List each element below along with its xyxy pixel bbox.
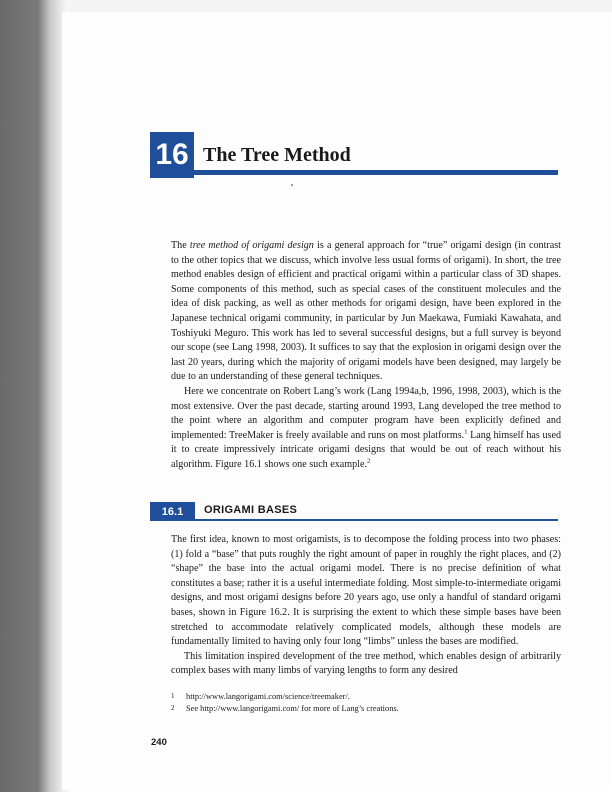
footnote-ref-1[interactable]: 1 xyxy=(464,428,468,436)
section-paragraph-1: The first idea, known to most origamists, is to decompose the folding process into two phases: (1) fold a “base” that puts roughly the right amount of paper in roughly the right places, and (2) “shape” the base into the actual origami model. There is no precise definition of what constitutes a base; rather it is a useful intermediate folding. Most simple-to-intermediate origami designs, and most origami designs before 20 years ago, use only a handful of standard origami bases, shown in Figure 16.2. It is surprising the extent to which these simple bases have been stretched to accommodate relatively complicated models, although these models are fundamentally limited to having only four long “limbs” unless the bases are modified. xyxy=(171,534,561,648)
chapter-number: 16 xyxy=(150,132,194,178)
footnote-text[interactable]: http://www.langorigami.com/science/treemaker/. xyxy=(186,692,350,701)
intro-text xyxy=(171,239,561,473)
chapter-title-rule xyxy=(194,170,558,175)
intro-paragraph-2: Here we concentrate on Robert Lang’s work (Lang 1994a,b, 1996, 1998, 2003), which is the most extensive. Over the past decade, starting around 1993, Lang developed the tree method to the point where an algorithm and computer program have been explicitly defined and implemented: TreeMaker is freely available and runs on most platforms.$^1$ Lang himself has used it to create impressively intricate origami designs that would be out of reach without his algorithm. Figure 16.1 shows one such example.$^2$ xyxy=(171,385,561,470)
scan-top-margin xyxy=(0,0,612,12)
page-number: 240 xyxy=(151,737,167,748)
footnote-number: 2 xyxy=(171,704,175,712)
footnote-text[interactable]: See http://www.langorigami.com/ for more of Lang’s creations. xyxy=(186,704,399,713)
section-title-rule xyxy=(195,519,558,521)
section-paragraph-2: This limitation inspired development of the tree method, which enables design of arbitrarily complex bases with many limbs of varying lengths to form any desired xyxy=(171,650,561,677)
scan-binding-shadow xyxy=(0,0,70,792)
tree-method-term: tree method of origami design xyxy=(189,240,314,251)
section-text xyxy=(171,533,561,679)
chapter-title: The Tree Method xyxy=(203,144,351,166)
footnote-ref-2[interactable]: 2 xyxy=(366,457,371,465)
section-number: 16.1 xyxy=(150,502,195,521)
footnote-number: 1 xyxy=(171,692,175,700)
intro-paragraph-1: The tree method of origami design is a general approach for “true” origami design (in contrast to the other topics that we discuss, which involve less usual forms of origami). In short, the tree method enables design of efficient and practical origami within a particular class of 3D shapes. Some components of this method, such as special cases of the constituent molecules and the idea of disk packing, as well as other methods for origami design, have been explored in the Japanese technical origami community, in particular by Jun Maekawa, Fumiaki Kawahata, and Toshiyuki Meguro. This work has led to several successful designs, but a full survey is beyond our scope (see Lang 1998, 2003). It suffices to say that the explosion in origami design over the last 20 years, during which the majority of origami models have been designed, may largely be due to an understanding of these general techniques. xyxy=(171,240,561,383)
footnote-1 xyxy=(171,691,551,703)
scan-speck xyxy=(291,184,293,186)
section-title: ORIGAMI BASES xyxy=(204,504,298,516)
footnotes xyxy=(171,691,551,715)
footnote-2 xyxy=(171,703,551,715)
